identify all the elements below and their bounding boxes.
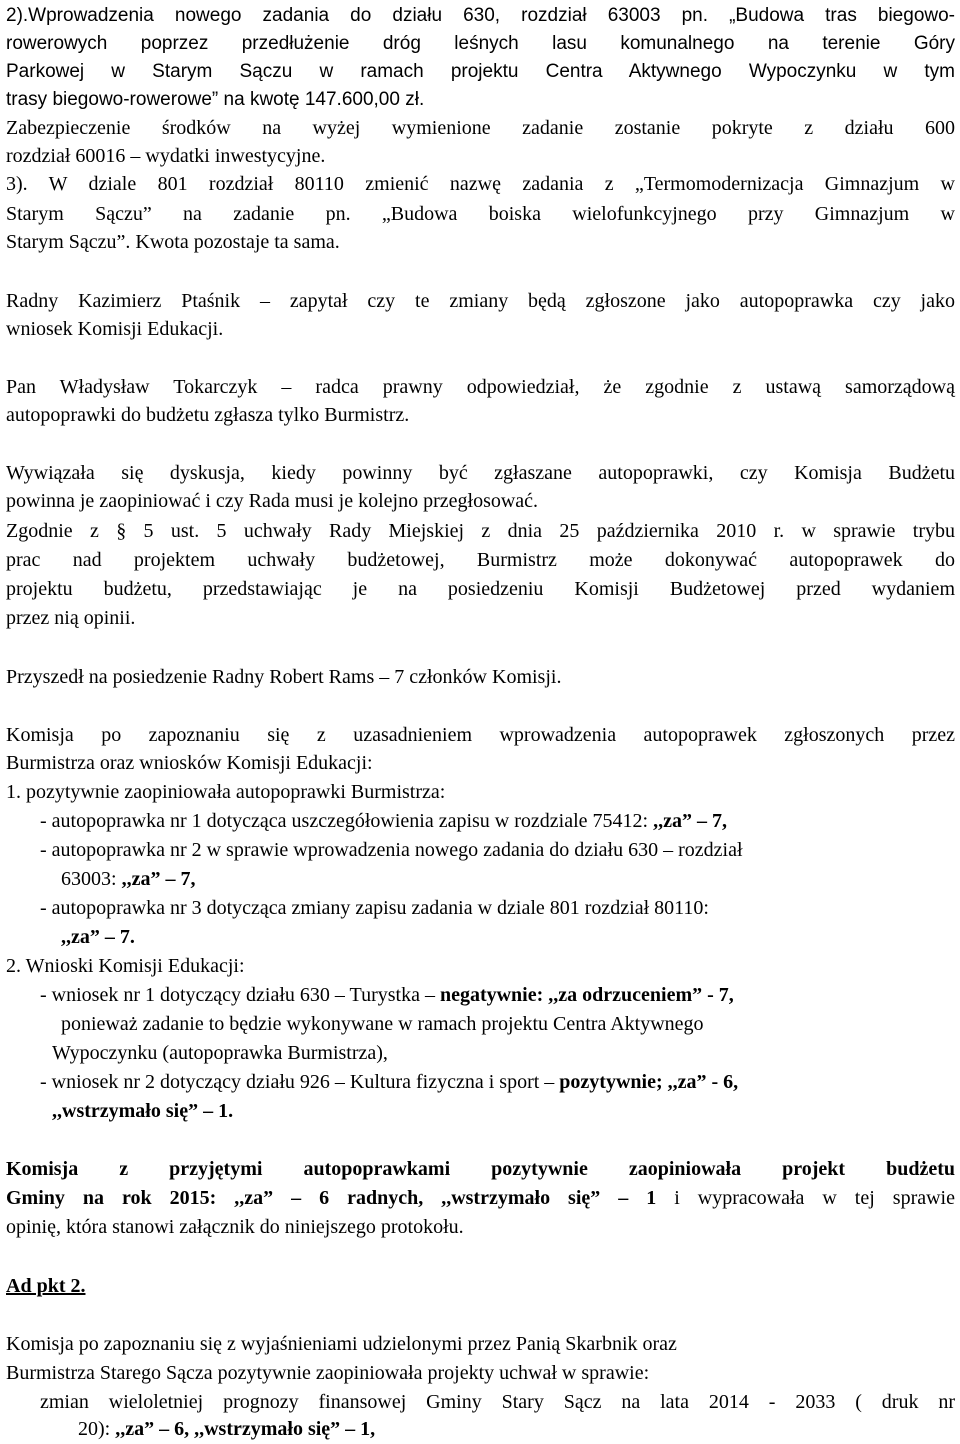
autopoprawka-1-text: - autopoprawka nr 1 dotycząca uszczegółowienia zapisu w rozdziale 75412: (40, 810, 654, 832)
commission-line-1: Komisja po zapoznaniu się z uzasadnieniem wprowadzenia autopoprawek zgłoszonych przez (6, 724, 955, 746)
wniosek-1-vote: negatywnie: ,,za odrzuceniem” - 7, (439, 984, 734, 1006)
question-line-2: wniosek Komisji Edukacji. (6, 318, 224, 340)
autopoprawka-1 (40, 808, 727, 834)
pkt2-line-4-text: 20): (78, 1418, 116, 1440)
security-line-1: Zabezpieczenie środków na wyżej wymienione zadanie zostanie pokryte z działu 600 (6, 117, 955, 139)
autopoprawka-3-vote: ,,za” – 7. (61, 926, 135, 948)
ad-pkt-2-text: Ad pkt 2. (6, 1275, 86, 1297)
answer-line-1: Pan Władysław Tokarczyk – radca prawny odpowiedział, że zgodnie z ustawą samorządową (6, 376, 955, 398)
summary-line-2-bold: Gminy na rok 2015: ,,za” – 6 radnych, ,,wstrzymało się” – 1 (6, 1187, 657, 1209)
autopoprawka-3-line-2 (61, 924, 135, 950)
summary-line-2 (6, 1185, 955, 1211)
answer-line-2: autopoprawki do budżetu zgłasza tylko Burmistrz. (6, 404, 410, 426)
item3-line-2: Starym Sączu” na zadanie pn. „Budowa boiska wielofunkcyjnego przy Gimnazjum w (6, 203, 955, 225)
pkt2-line-2: Burmistrza Starego Sącza pozytywnie zaopiniowała projekty uchwał w sprawie: (6, 1362, 650, 1384)
arrival-line: Przyszedł na posiedzenie Radny Robert Rams – 7 członków Komisji. (6, 666, 562, 688)
item2-line-1: 2).Wprowadzenia nowego zadania do działu 630, rozdział 63003 pn. „Budowa tras biegowo- (6, 5, 955, 26)
item2-line-3: Parkowej w Starym Sączu w ramach projektu Centra Aktywnego Wypoczynku w tym (6, 61, 955, 82)
wniosek-1 (40, 982, 734, 1008)
autopoprawka-2-vote: ,,za” – 7, (121, 868, 196, 890)
autopoprawka-1-vote: ,,za” – 7, (653, 810, 727, 832)
item3-line-3: Starym Sączu”. Kwota pozostaje ta sama. (6, 231, 340, 253)
pkt2-line-3: zmian wieloletniej prognozy finansowej Gminy Stary Sącz na lata 2014 - 2033 ( druk nr (40, 1391, 955, 1413)
autopoprawka-2-line-2 (61, 866, 195, 892)
commission-heading-2: 2. Wnioski Komisji Edukacji: (6, 955, 245, 977)
wniosek-2 (40, 1069, 738, 1095)
discussion-line-1: Wywiązała się dyskusja, kiedy powinny być zgłaszane autopoprawki, czy Komisja Budżetu (6, 462, 955, 484)
wniosek-2-line-2 (52, 1098, 233, 1124)
wniosek-1-text: - wniosek nr 1 dotyczący działu 630 – Turystka – (40, 984, 440, 1006)
commission-heading-1: 1. pozytywnie zaopiniowała autopoprawki Burmistrza: (6, 781, 446, 803)
ad-pkt-2-heading (6, 1273, 85, 1299)
item2-line-4: trasy biegowo-rowerowe” na kwotę 147.600,00 zł. (6, 89, 425, 110)
wniosek-2-vote: pozytywnie; ,,za” - 6, (559, 1071, 739, 1093)
autopoprawka-3-line-1: - autopoprawka nr 3 dotycząca zmiany zapisu zadania w dziale 801 rozdział 80110: (40, 897, 709, 919)
autopoprawka-2-line-1: - autopoprawka nr 2 w sprawie wprowadzenia nowego zadania do działu 630 – rozdział (40, 839, 743, 861)
autopoprawka-2-text: 63003: (61, 868, 122, 890)
pkt2-line-1: Komisja po zapoznaniu się z wyjaśnieniami udzielonymi przez Panią Skarbnik oraz (6, 1333, 677, 1355)
wniosek-2-abstain: ,,wstrzymało się” – 1. (52, 1100, 234, 1122)
summary-line-1-text: Komisja z przyjętymi autopoprawkami pozytywnie zaopiniowała projekt budżetu (6, 1158, 955, 1180)
summary-line-1 (6, 1156, 955, 1182)
commission-line-2: Burmistrza oraz wniosków Komisji Edukacji: (6, 752, 373, 774)
discussion-line-4: prac nad projektem uchwały budżetowej, Burmistrz może dokonywać autopoprawek do (6, 549, 955, 571)
pkt2-line-4-vote: ,,za” – 6, ,,wstrzymało się” – 1, (115, 1418, 376, 1440)
security-line-2: rozdział 60016 – wydatki inwestycyjne. (6, 145, 326, 167)
wniosek-2-text: - wniosek nr 2 dotyczący działu 926 – Kultura fizyczna i sport – (40, 1071, 560, 1093)
discussion-line-3: Zgodnie z § 5 ust. 5 uchwały Rady Miejskiej z dnia 25 października 2010 r. w sprawie trybu (6, 520, 955, 542)
discussion-line-5: projektu budżetu, przedstawiając je na posiedzeniu Komisji Budżetowej przed wydaniem (6, 578, 955, 600)
item3-line-1: 3). W dziale 801 rozdział 80110 zmienić nazwę zadania z „Termomodernizacja Gimnazjum w (6, 173, 955, 195)
discussion-line-2: powinna je zaopiniować i czy Rada musi je kolejno przegłosować. (6, 490, 539, 512)
summary-line-2-rest: i wypracowała w tej sprawie (656, 1187, 955, 1209)
pkt2-line-4 (78, 1416, 375, 1442)
item2-line-2: rowerowych poprzez przedłużenie dróg leśnych lasu komunalnego na terenie Góry (6, 33, 955, 54)
wniosek-1-line-3: Wypoczynku (autopoprawka Burmistrza), (52, 1042, 388, 1064)
discussion-line-6: przez nią opinii. (6, 607, 136, 629)
question-line-1: Radny Kazimierz Ptaśnik – zapytał czy te zmiany będą zgłoszone jako autopoprawka czy jako (6, 290, 955, 312)
summary-line-3: opinię, która stanowi załącznik do niniejszego protokołu. (6, 1216, 464, 1238)
wniosek-1-line-2: ponieważ zadanie to będzie wykonywane w ramach projektu Centra Aktywnego (61, 1013, 704, 1035)
